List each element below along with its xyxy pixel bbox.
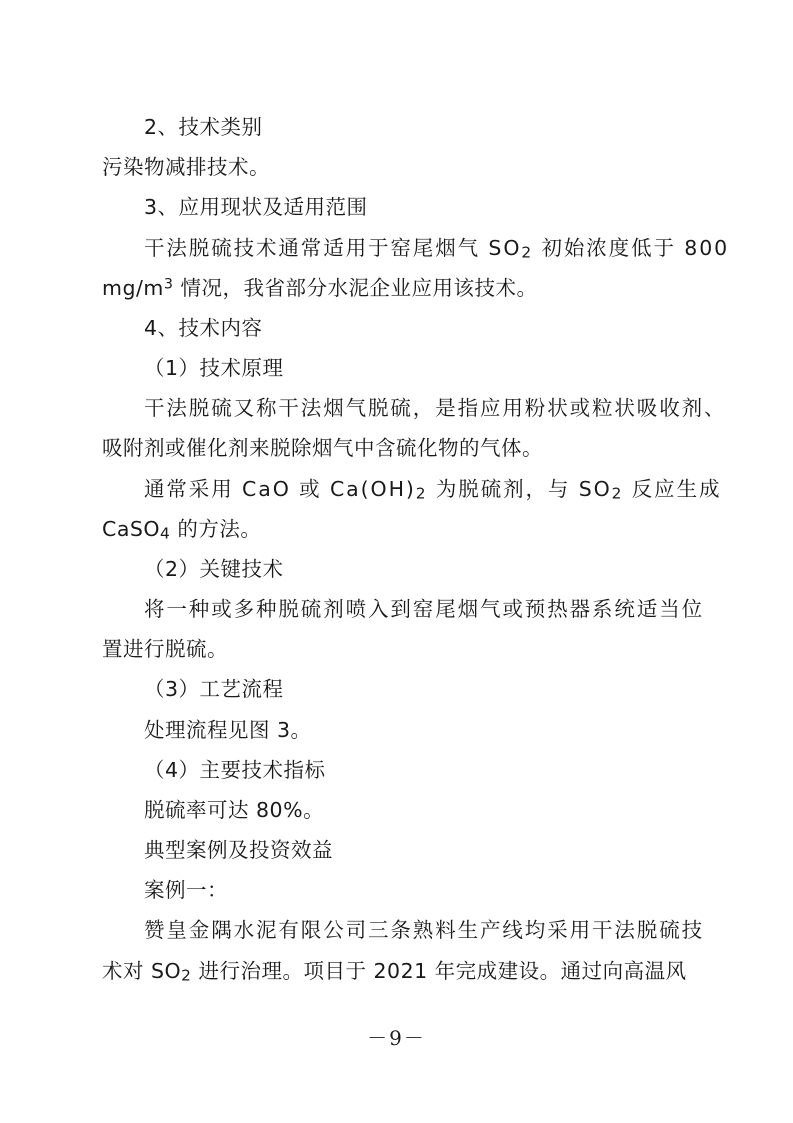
case1-heading: 案例一： bbox=[144, 878, 228, 902]
indicators-text: 脱硫率可达 80%。 bbox=[144, 798, 325, 822]
application-paragraph-line-2: $mg/m^3$ 情况，我省部分水泥企业应用该技术。 bbox=[102, 276, 538, 300]
principle-paragraph-line-1: 干法脱硫又称干法烟气脱硫，是指应用粉状或粒状吸收剂、 bbox=[144, 396, 727, 420]
indicators-heading: （4）主要技术指标 bbox=[144, 758, 326, 782]
principle-paragraph-line-3: 通常采用 CaO 或 $Ca(OH)_2$ 为脱硫剂，与 $SO_2$ 反应生成 bbox=[144, 477, 722, 503]
process-text: 处理流程见图 3。 bbox=[144, 718, 312, 742]
case1-paragraph-line-1: 赞皇金隅水泥有限公司三条熟料生产线均采用干法脱硫技 bbox=[144, 918, 704, 942]
tech-category-heading: 2、技术类别 bbox=[144, 115, 263, 139]
case1-paragraph-line-2: 术对 $SO_2$ 进行治理。项目于 2021 年完成建设。通过向高温风 bbox=[102, 959, 687, 985]
principle-heading: （1）技术原理 bbox=[144, 356, 284, 380]
key-tech-paragraph-line-1: 将一种或多种脱硫剂喷入到窑尾烟气或预热器系统适当位 bbox=[144, 597, 704, 621]
tech-category-text: 污染物减排技术。 bbox=[102, 155, 270, 179]
principle-paragraph-line-2: 吸附剂或催化剂来脱除烟气中含硫化物的气体。 bbox=[102, 436, 543, 460]
process-heading: （3）工艺流程 bbox=[144, 677, 284, 701]
application-paragraph-line-1: 干法脱硫技术通常适用于窑尾烟气 $SO_2$ 初始浓度低于 800 bbox=[144, 236, 730, 262]
cases-heading: 典型案例及投资效益 bbox=[144, 838, 333, 862]
content-heading: 4、技术内容 bbox=[144, 316, 263, 340]
key-tech-paragraph-line-2: 置进行脱硫。 bbox=[102, 637, 228, 661]
page-number: －9－ bbox=[367, 1026, 426, 1050]
application-heading: 3、应用现状及适用范围 bbox=[144, 195, 368, 219]
principle-paragraph-line-4: CaSO$_4$ 的方法。 bbox=[102, 517, 262, 543]
key-tech-heading: （2）关键技术 bbox=[144, 557, 284, 581]
